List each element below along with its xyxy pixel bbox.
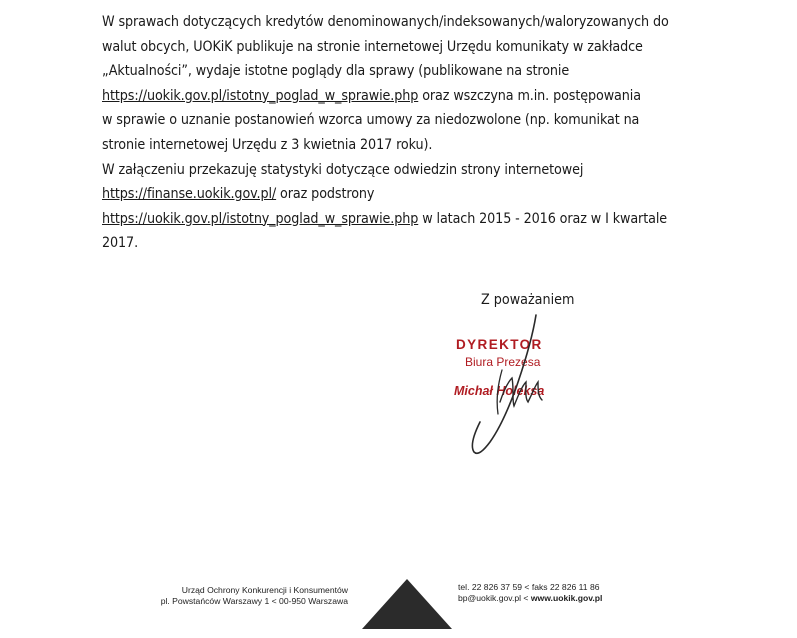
paragraph-line xyxy=(102,84,708,109)
paragraph-line: stronie internetowej Urzędu z 3 kwietnia 2017 roku). xyxy=(102,136,433,153)
stamp-subtitle: Biura Prezesa xyxy=(465,355,541,369)
link-finanse[interactable]: https://finanse.uokik.gov.pl/ xyxy=(102,186,277,203)
footer-email-web xyxy=(458,593,602,604)
handwritten-signature xyxy=(440,310,570,470)
paragraph-line xyxy=(102,182,708,207)
paragraph-line: „Aktualności”, wydaje istotne poglądy dla sprawy (publikowane na stronie xyxy=(102,63,570,80)
closing-greeting: Z poważaniem xyxy=(481,292,575,308)
footer-phone-fax: tel. 22 826 37 59 < faks 22 826 11 86 xyxy=(458,582,600,592)
footer-street: pl. Powstańców Warszawy 1 < 00-950 Warszawa xyxy=(160,596,348,606)
footer-email[interactable]: bp@uokik.gov.pl < xyxy=(458,593,531,603)
paragraph-line: W sprawach dotyczących kredytów denominowanych/indeksowanych/waloryzowanych do xyxy=(102,14,669,30)
footer-contact xyxy=(458,582,602,604)
link-istotny-poglad[interactable]: https://uokik.gov.pl/istotny_poglad_w_sprawie.php xyxy=(102,87,419,104)
footer-address xyxy=(150,585,348,607)
paragraph-line: W załączeniu przekazuję statystyki dotyczące odwiedzin strony internetowej xyxy=(102,161,584,178)
footer-org-name: Urząd Ochrony Konkurencji i Konsumentów xyxy=(181,585,348,595)
paragraph-line: walut obcych, UOKiK publikuje na stronie internetowej Urzędu komunikaty w zakładce xyxy=(102,38,643,55)
uokik-logo-icon xyxy=(362,579,452,629)
letter-body xyxy=(102,10,708,256)
paragraph-line: 2017. xyxy=(102,235,139,252)
paragraph-line xyxy=(102,207,708,232)
line-text: oraz podstrony xyxy=(276,186,375,203)
footer-website[interactable]: www.uokik.gov.pl xyxy=(530,593,603,603)
line-text: oraz wszczyna m.in. postępowania xyxy=(418,87,641,104)
line-text: w latach 2015 - 2016 oraz w I kwartale xyxy=(418,210,668,227)
paragraph-line: w sprawie o uznanie postanowień wzorca umowy za niedozwolone (np. komunikat na xyxy=(102,112,640,129)
stamp-name: Michał Holeksa xyxy=(454,384,545,398)
link-istotny-poglad-2[interactable]: https://uokik.gov.pl/istotny_poglad_w_sprawie.php xyxy=(102,210,419,227)
stamp-title: DYREKTOR xyxy=(456,337,543,352)
